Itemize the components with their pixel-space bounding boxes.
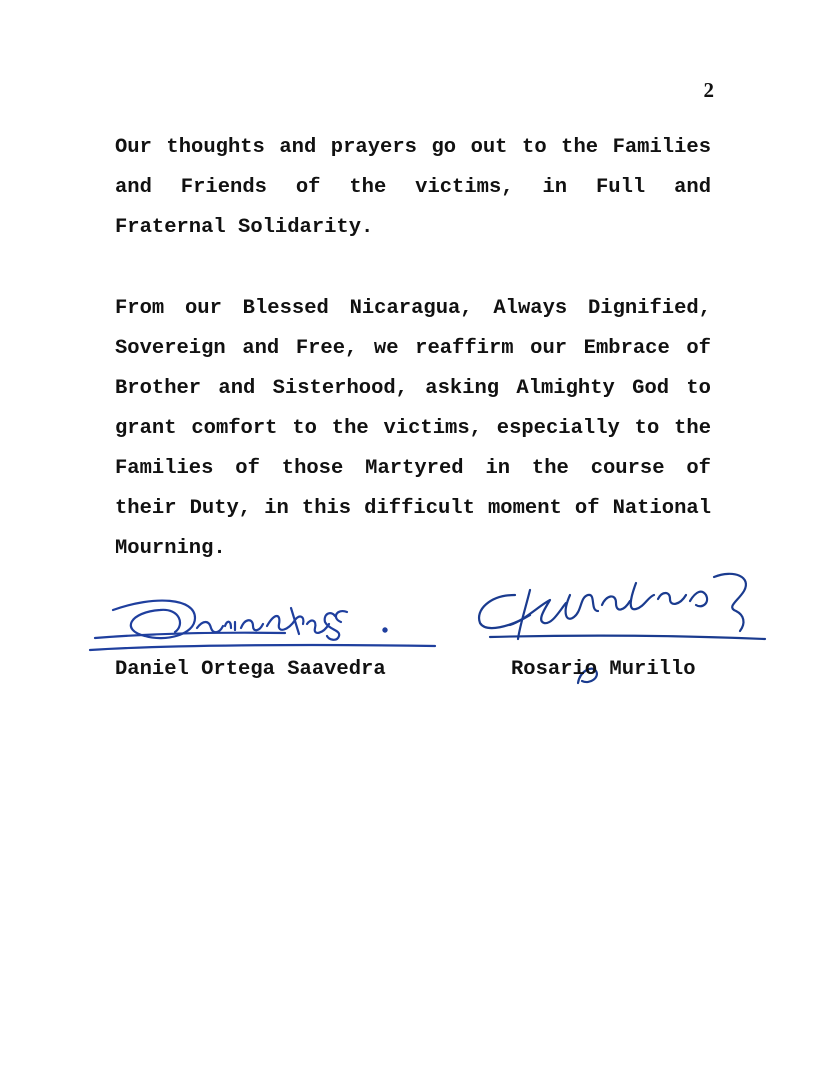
signatory-name-rosario-murillo: Rosario Murillo [511, 658, 696, 681]
solidarity-paragraph: From our Blessed Nicaragua, Always Dignified, Sovereign and Free, we reaffirm our Embrace of Brother and Sisterhood, asking Almighty God to grant comfort to the victims, especially to the Families of those Martyred in the course of their Duty, in this difficult moment of National Mourning. [115, 297, 711, 560]
signatory-name-daniel-ortega: Daniel Ortega Saavedra [115, 658, 386, 681]
condolence-paragraph: Our thoughts and prayers go out to the Families and Friends of the victims, in Full and Fraternal Solidarity. [115, 136, 711, 239]
signature-daniel-ortega [85, 590, 455, 660]
page-number: 2 [703, 78, 714, 102]
